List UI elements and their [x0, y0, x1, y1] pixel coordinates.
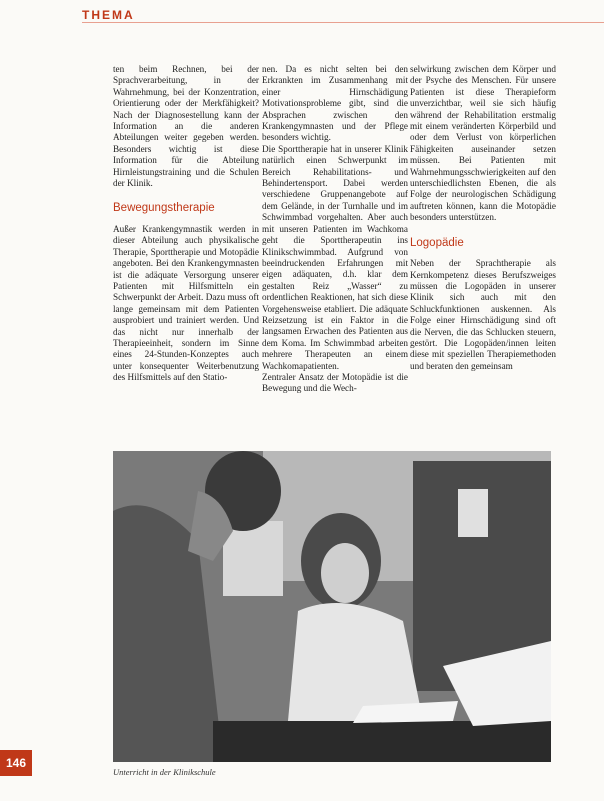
photo-illustration [113, 451, 551, 762]
text-column-3 [410, 64, 556, 372]
section-heading-logopaedie: Logopädie [410, 236, 464, 249]
paragraph: Die Sporttherapie hat in unserer Klinik natürlich einen Schwerpunkt im Bereich Rehabilitations- und Behindertensport. Dabei werden verschiedene Gruppenangebote auf dem Gelände, in der Turnhalle und im Schwimmbad vorgehalten. Aber auch mit unseren Patienten im Wachkoma geht die Sporttherapeutin ins Klinikschwimmbad. Aufgrund von beeindruckenden Erfahrungen mit eigen adäquaten, d.h. klar dem gestalten Reiz „Wasser“ zu ordentlichen Reaktionen, hat sich diese Vorgehensweise etabliert. Die adäquate Reizsetzung ist ein Faktor in die langsamen Erwachen des Patienten aus dem Koma. Im Schwimmbad arbeiten mehrere Therapeuten an einem Wachkomapatienten. [262, 143, 408, 371]
paragraph: Neben der Sprachtherapie als Kernkompetenz dieses Berufszweiges müssen die Logopäden in unserer Klinik sich auch mit den Schluckfunktionen auskennen. Als Folge einer Hirnschädigung sind oft die Nerven, die das Schlucken steuern, gestört. Die Logopäden/innen leiten diese mit speziellen Therapiemethoden und beraten den gemeinsam [410, 258, 556, 371]
section-heading-bewegungstherapie: Bewegungstherapie [113, 202, 215, 215]
text-column-2 [262, 64, 408, 395]
paragraph: nen. Da es nicht selten bei den Erkrankten im Zusammenhang mit einer Hirnschädigung Motivationsprobleme gibt, sind die Absprachen zwischen den Krankengymnasten und der Pflege besonders wichtig. [262, 64, 408, 143]
classroom-photo [113, 451, 551, 762]
paragraph: ten beim Rechnen, bei der Sprachverarbeitung, in der Wahrnehmung, bei der Konzentration, Orientierung oder der Merkfähigkeit? Nach der Diagnosestellung kann der Information an die anderen Abteilungen weiter gegeben werden. Besonders wichtig ist diese Information für die Abteilung Hirnleistungstraining und die Schulen der Klinik. [113, 64, 259, 189]
paragraph: Zentraler Ansatz der Motopädie ist die Bewegung und die Wech- [262, 371, 408, 394]
paragraph: selwirkung zwischen dem Körper und der Psyche des Menschen. Für unsere Patienten ist diese Therapieform unverzichtbar, weil sie sich häufig während der Rehabilitation erstmalig mit einem veränderten Körperbild und oder dem Verlust von körperlichen Fähigkeiten auseinander setzen müssen. Bei Patienten mit Wahrnehmungsschwierigkeiten auf den unterschiedlichsten Ebenen, die als Folge der neurologischen Schädigung auftreten können, kann die Motopädie besonders unterstützen. [410, 64, 556, 223]
paragraph: Außer Krankengymnastik werden in dieser Abteilung auch physikalische Therapie, Sporttherapie und Motopädie angeboten. Bei den Krankengymnasten ist die adäquate Versorgung unserer Patienten mit Hilfsmitteln ein Schwerpunkt der Arbeit. Dazu muss oft lange gemeinsam mit dem Patienten ausprobiert und trainiert werden. Und das nicht nur innerhalb der Therapieeinheit, sondern im Sinne eines 24-Stunden-Konzeptes auch unter konsequenter Weiterbenutzung des Hilfsmittels auf den Statio- [113, 223, 259, 383]
section-header: THEMA [82, 8, 135, 22]
photo-caption: Unterricht in der Klinikschule [113, 767, 216, 777]
page-number: 146 [0, 750, 32, 776]
header-rule [82, 22, 604, 23]
text-column-1 [113, 64, 259, 384]
